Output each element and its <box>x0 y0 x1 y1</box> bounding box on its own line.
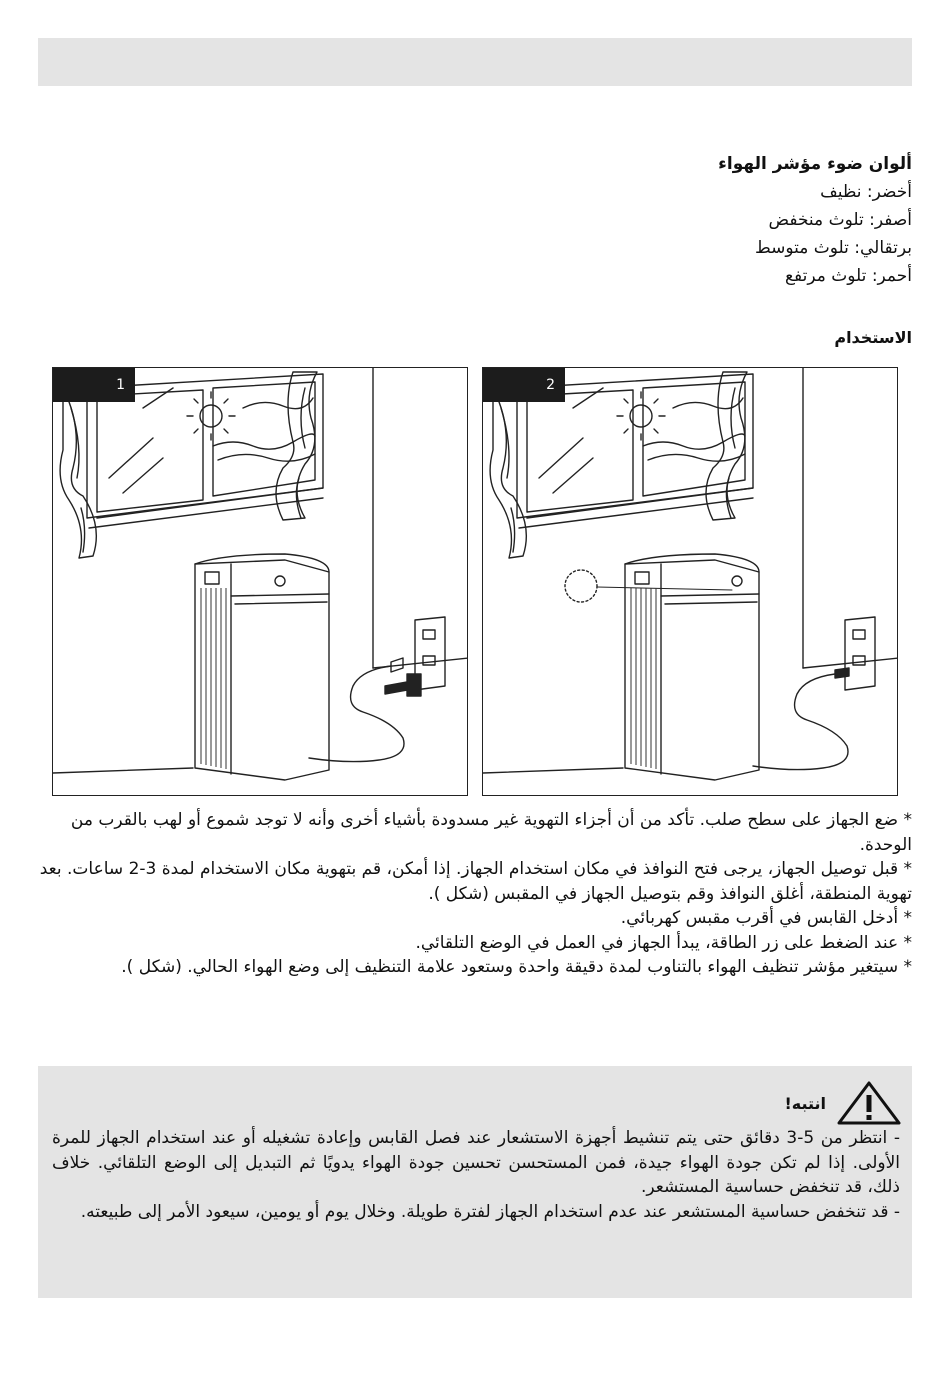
figure-number: 2 <box>483 368 565 402</box>
instruction-item: * ضع الجهاز على سطح صلب. تأكد من أن أجزاء التهوية غير مسدودة بأشياء أخرى وأنه لا توجد شموع أو لهب بالقرب من الوحدة. <box>70 810 912 855</box>
air-indicator-legend <box>412 150 912 290</box>
legend-item-orange: برتقالي: تلوث متوسط <box>754 238 912 258</box>
legend-item-red: أحمر: تلوث مرتفع <box>785 266 912 286</box>
usage-instructions <box>38 808 912 980</box>
header-bar <box>38 38 912 86</box>
legend-item-yellow: أصفر: تلوث منخفض <box>768 210 912 230</box>
instruction-item: * أدخل القابس في أقرب مقبس كهربائي. <box>620 908 912 928</box>
room-plug-in-illustration <box>53 368 468 796</box>
figure-1 <box>52 367 468 796</box>
caution-header <box>784 1080 902 1126</box>
caution-paragraph: - انتظر من 5-3 دقائق حتى يتم تنشيط أجهزة الاستشعار عند فصل القابس وإعادة تشغيله أو عند استخدام الجهاز للمرة الأولى. إذا لم تكن جودة الهواء جيدة، فمن المستحسن تحسين جودة الهواء يدويًا ثم التبديل إلى الوضع التلقائي. خلاف ذلك، قد تنخفض حساسية المستشعر. <box>52 1128 900 1197</box>
figure-number: 1 <box>53 368 135 402</box>
instruction-item: * قبل توصيل الجهاز، يرجى فتح النوافذ في مكان استخدام الجهاز. إذا أمكن، قم بتهوية مكان الاستخدام لمدة 3-2 ساعات. بعد تهوية المنطقة، أغلق النوافذ وقم بتوصيل الجهاز في المقبس (شكل ). <box>39 859 912 904</box>
caution-box <box>38 1066 912 1298</box>
legend-title: ألوان ضوء مؤشر الهواء <box>718 154 912 174</box>
figure-2 <box>482 367 898 796</box>
usage-section-title: الاستخدام <box>834 328 912 347</box>
instruction-item: * سيتغير مؤشر تنظيف الهواء بالتناوب لمدة دقيقة واحدة وستعود علامة التنظيف إلى وضع الهواء الحالي. (شكل ). <box>121 957 912 977</box>
caution-paragraph: - قد تنخفض حساسية المستشعر عند عدم استخدام الجهاز لفترة طويلة. وخلال يوم أو يومين، سيعود الأمر إلى طبيعته. <box>80 1201 900 1222</box>
caution-label: انتبه! <box>784 1093 826 1113</box>
warning-triangle-icon <box>836 1080 902 1126</box>
caution-body <box>52 1126 900 1224</box>
legend-item-green: أخضر: نظيف <box>820 182 912 202</box>
room-power-button-illustration <box>483 368 898 796</box>
instruction-item: * عند الضغط على زر الطاقة، يبدأ الجهاز في العمل في الوضع التلقائي. <box>415 932 912 953</box>
